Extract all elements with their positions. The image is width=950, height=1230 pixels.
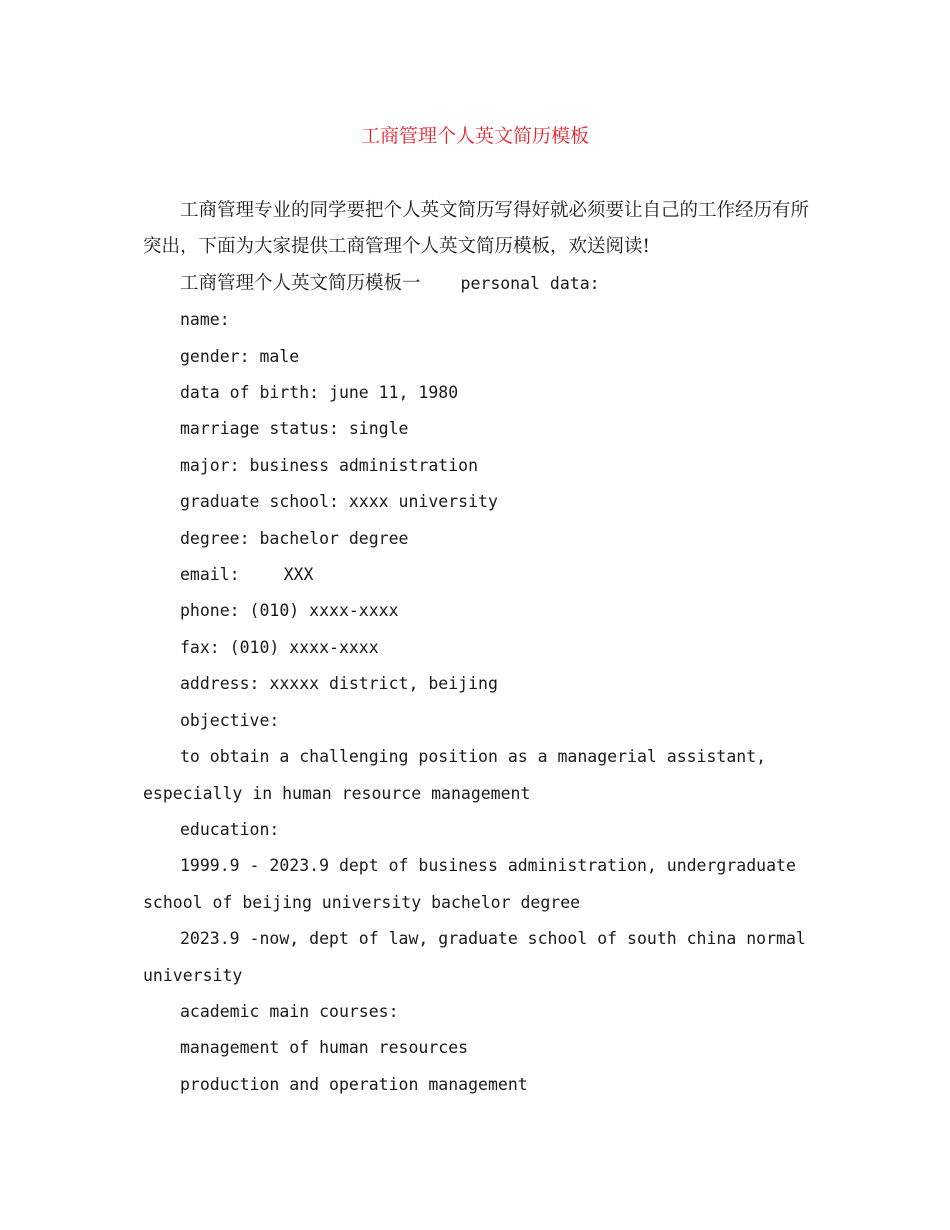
school-line: graduate school: xxxx university — [180, 492, 498, 512]
objective-label: objective: — [180, 710, 280, 730]
course-item-2: production and operation management — [180, 1074, 528, 1094]
intro-paragraph: 工商管理专业的同学要把个人英文简历写得好就必须要让自己的工作经历有所突出，下面为大家提供工商管理个人英文简历模板，欢送阅读! — [143, 200, 810, 258]
education-entry-1: 1999.9 - 2023.9 dept of business administration, undergraduate school of beijing university bachelor degree — [143, 856, 796, 912]
fax-line: fax: (010) xxxx-xxxx — [180, 637, 379, 657]
education-label: education: — [180, 819, 280, 839]
phone-line: phone: (010) xxxx-xxxx — [180, 601, 399, 621]
address-line: address: xxxxx district, beijing — [180, 674, 498, 694]
name-line: name: — [180, 310, 230, 330]
personal-data-label: personal data: — [460, 273, 600, 293]
email-label: email: — [180, 565, 240, 585]
major-line: major: business administration — [180, 455, 479, 475]
courses-label: academic main courses: — [180, 1001, 399, 1021]
section-heading-line — [143, 266, 823, 302]
document-title: 工商管理个人英文简历模板 — [360, 125, 589, 147]
document-body — [143, 193, 823, 1103]
section-heading: 工商管理个人英文简历模板一 — [180, 272, 421, 294]
objective-text: to obtain a challenging position as a managerial assistant, especially in human resource management — [143, 747, 767, 803]
course-item-1: management of human resources — [180, 1038, 469, 1058]
degree-line: degree: bachelor degree — [180, 528, 409, 548]
birth-line: data of birth: june 11, 1980 — [180, 383, 459, 403]
email-value: XXX — [283, 565, 314, 585]
marriage-line: marriage status: single — [180, 419, 409, 439]
gender-line: gender: male — [180, 346, 300, 366]
email-line — [143, 557, 823, 593]
education-entry-2: 2023.9 -now, dept of law, graduate school of south china normal university — [143, 929, 806, 985]
